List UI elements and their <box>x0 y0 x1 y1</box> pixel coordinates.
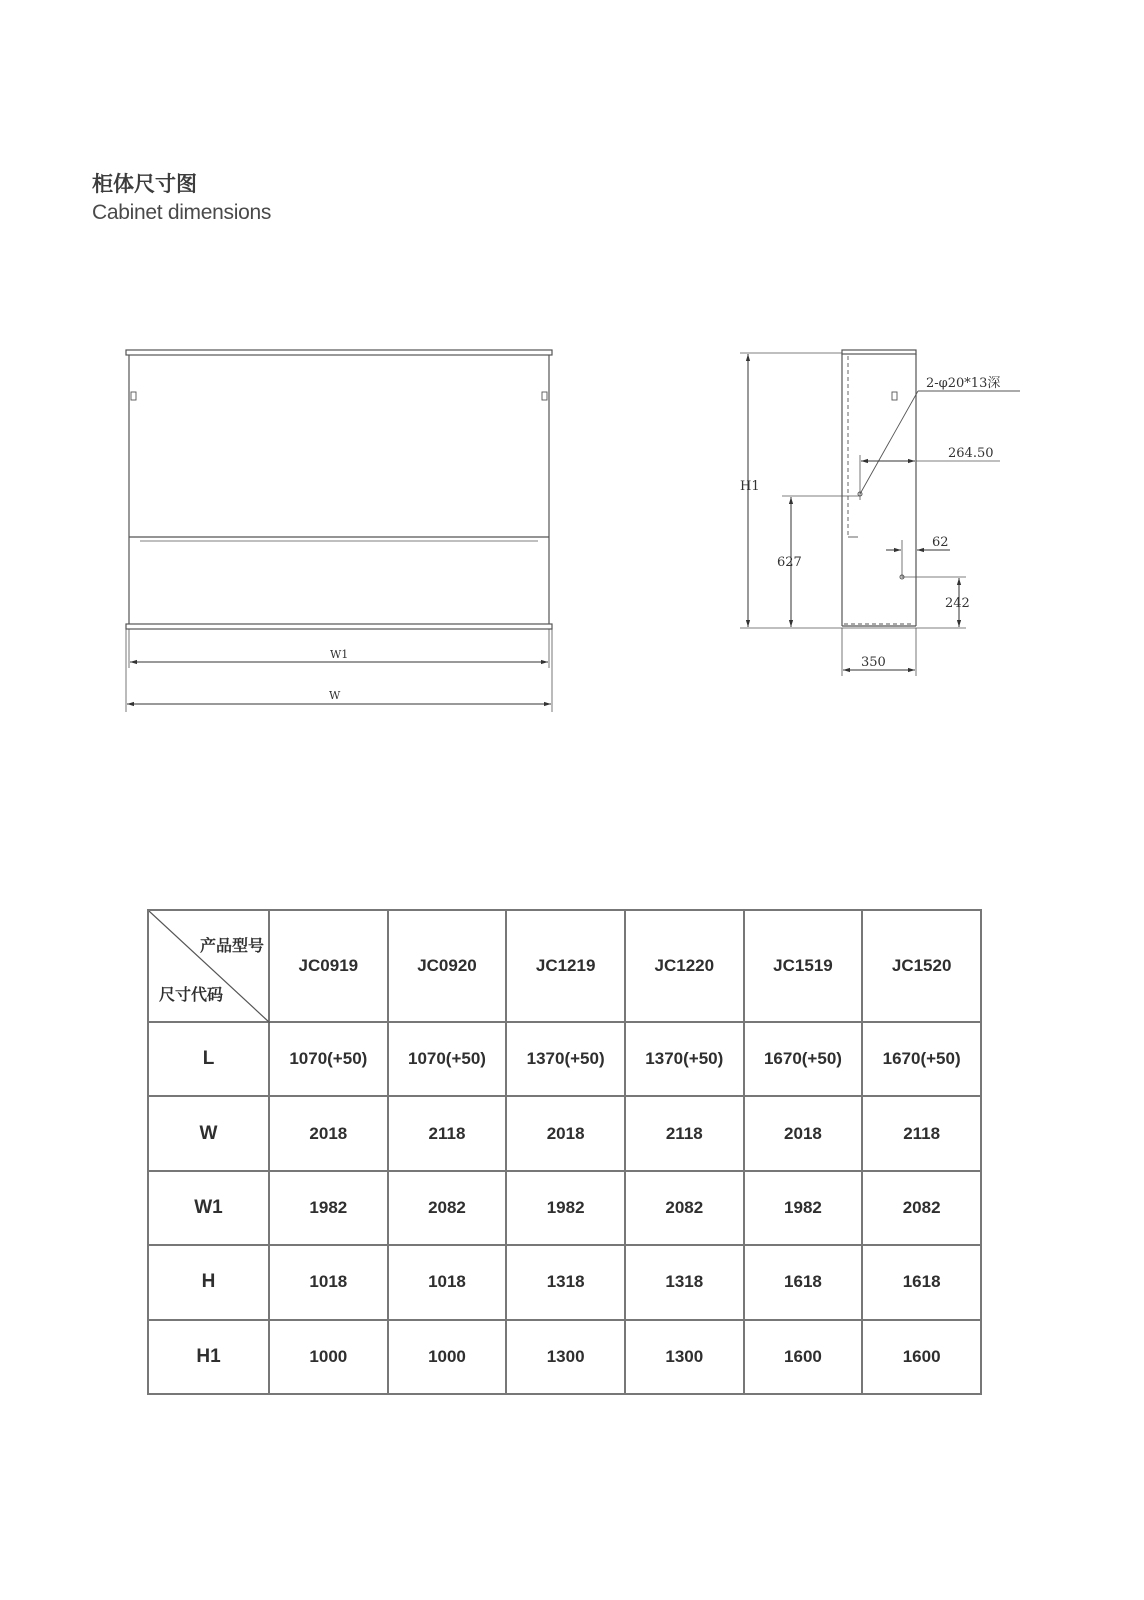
table-cell: 1982 <box>506 1171 625 1245</box>
row-code: L <box>148 1022 269 1096</box>
spec-table <box>147 909 982 1395</box>
row-code: H <box>148 1245 269 1319</box>
table-cell: 1318 <box>506 1245 625 1319</box>
table-cell: 1000 <box>269 1320 388 1394</box>
table-cell: 1070(+50) <box>269 1022 388 1096</box>
table-row <box>148 1245 981 1319</box>
model-header: JC1219 <box>506 910 625 1022</box>
table-cell: 2082 <box>625 1171 744 1245</box>
table-cell: 1670(+50) <box>862 1022 981 1096</box>
table-cell: 2118 <box>862 1096 981 1170</box>
model-header: JC1520 <box>862 910 981 1022</box>
table-cell: 1982 <box>269 1171 388 1245</box>
table-cell: 2118 <box>625 1096 744 1170</box>
dim-label-hole-note: 2-φ20*13深 <box>926 376 1001 391</box>
corner-label-model: 产品型号 <box>199 938 264 955</box>
table-cell: 1018 <box>388 1245 507 1319</box>
table-cell: 1982 <box>744 1171 863 1245</box>
dim-label-62: 62 <box>932 535 949 550</box>
side-hinge-icon <box>892 392 897 400</box>
table-cell: 2018 <box>506 1096 625 1170</box>
table-cell: 2018 <box>269 1096 388 1170</box>
table-row <box>148 1022 981 1096</box>
dim-label-h1: H1 <box>740 479 760 494</box>
model-header: JC1220 <box>625 910 744 1022</box>
table-cell: 1670(+50) <box>744 1022 863 1096</box>
table-cell: 2018 <box>744 1096 863 1170</box>
page-title-cn: 柜体尺寸图 <box>92 172 197 196</box>
table-cell: 2118 <box>388 1096 507 1170</box>
table-cell: 1300 <box>506 1320 625 1394</box>
table-cell: 1070(+50) <box>388 1022 507 1096</box>
table-cell: 1370(+50) <box>506 1022 625 1096</box>
dim-label-242: 242 <box>945 596 970 611</box>
model-header: JC0919 <box>269 910 388 1022</box>
table-corner-cell <box>148 910 269 1022</box>
model-header: JC0920 <box>388 910 507 1022</box>
table-cell: 1318 <box>625 1245 744 1319</box>
table-cell: 1600 <box>862 1320 981 1394</box>
hinge-right-icon <box>542 392 547 400</box>
table-cell: 1300 <box>625 1320 744 1394</box>
cabinet-bottom-panel <box>126 624 552 629</box>
side-top-panel <box>842 350 916 354</box>
table-cell: 1000 <box>388 1320 507 1394</box>
table-row <box>148 1320 981 1394</box>
cabinet-top-panel <box>126 350 552 355</box>
table-header-row <box>148 910 981 1022</box>
page-title-en: Cabinet dimensions <box>92 201 272 224</box>
model-header: JC1519 <box>744 910 863 1022</box>
row-code: W <box>148 1096 269 1170</box>
row-code: W1 <box>148 1171 269 1245</box>
table-cell: 1600 <box>744 1320 863 1394</box>
dim-label-350: 350 <box>861 655 886 670</box>
dim-label-264: 264.50 <box>948 446 994 461</box>
table-cell: 2082 <box>862 1171 981 1245</box>
dim-label-w1: W1 <box>330 648 349 661</box>
leader-hole-note <box>860 391 918 494</box>
hinge-left-icon <box>131 392 136 400</box>
table-row <box>148 1171 981 1245</box>
table-cell: 1618 <box>862 1245 981 1319</box>
table-cell: 2082 <box>388 1171 507 1245</box>
dim-label-w: W <box>329 689 341 702</box>
dim-label-627: 627 <box>777 555 802 570</box>
corner-label-code: 尺寸代码 <box>159 987 224 1004</box>
table-cell: 1618 <box>744 1245 863 1319</box>
technical-drawing <box>0 0 1144 780</box>
row-code: H1 <box>148 1320 269 1394</box>
table-cell: 1018 <box>269 1245 388 1319</box>
table-row <box>148 1096 981 1170</box>
table-cell: 1370(+50) <box>625 1022 744 1096</box>
side-view <box>740 350 1020 676</box>
corner-diagonal <box>149 911 270 1023</box>
